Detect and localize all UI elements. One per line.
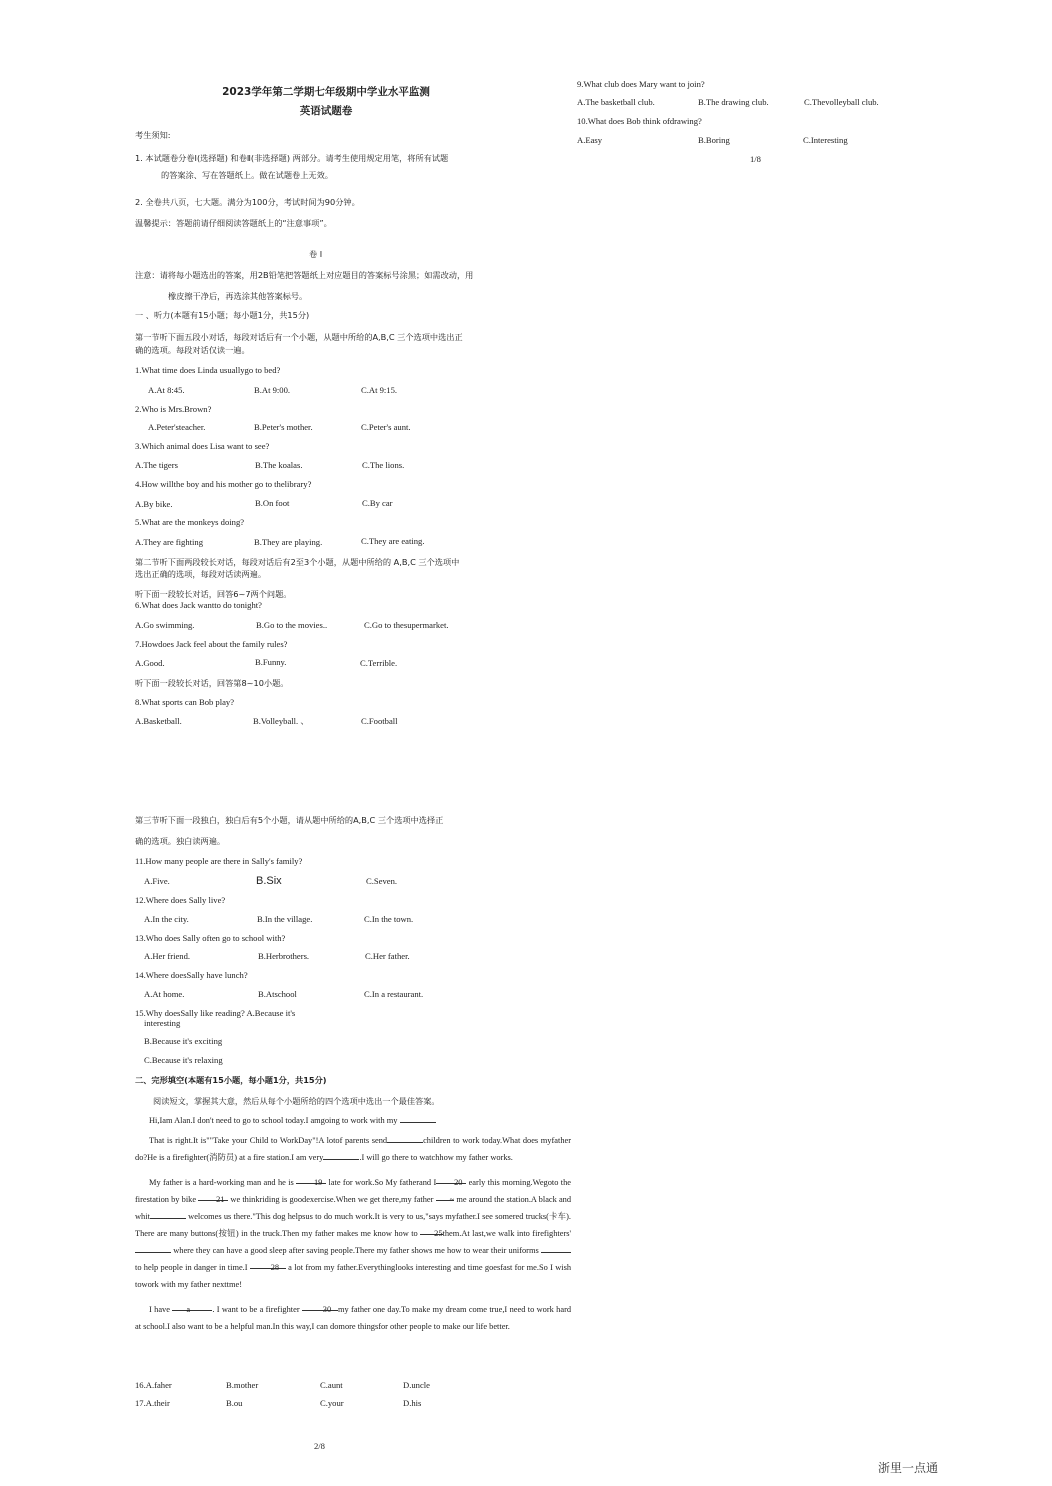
q7-option-a: A.Good. (135, 658, 165, 668)
blank-18[interactable] (323, 1150, 359, 1160)
notes-tip: 温馨提示：答题前请仔细阅读答题纸上的“注意事项”。 (135, 218, 332, 228)
blank-29[interactable]: a (172, 1301, 212, 1311)
q13-option-b: B.Herbrothers. (258, 951, 310, 961)
q16-option-c: C.aunt (320, 1380, 343, 1390)
blank-25[interactable]: 25 (420, 1225, 442, 1235)
q6-option-a: A.Go swimming. (135, 620, 195, 630)
passage-p3-2a: morning.Wegoto the firestation by bike (135, 1178, 572, 1204)
blank-27[interactable] (541, 1243, 571, 1253)
listening-heading: 一 、听力(本题有15小题；每小题1分，共15分) (135, 310, 310, 320)
section-2-instruction: 第二节听下面两段较长对话，每段对话后有2至3个小题，从题中所给的 A,B,C 三个选项中 (135, 557, 460, 567)
q3-option-c: C.The lions. (362, 460, 405, 470)
q9-text: 9.What club does Mary want to join? (577, 79, 705, 89)
q13-text: 13.Who does Sally often go to school with? (135, 933, 286, 943)
q6-text: 6.What does Jack wantto do tonight? (135, 600, 262, 610)
q2-option-b: B.Peter's mother. (254, 422, 313, 432)
q2-option-a: A.Peter'steacher. (148, 422, 206, 432)
blank-20[interactable]: 20 (436, 1174, 466, 1184)
q3-option-b: B.The koalas. (255, 460, 303, 470)
exam-title: 2023学年第二学期七年级期中学业水平监测 (222, 86, 430, 98)
cloze-passage (135, 1112, 571, 1335)
q12-option-b: B.In the village. (257, 914, 313, 924)
q1-option-b: B.At 9:00. (254, 385, 291, 395)
q17-option-c: C.your (320, 1398, 344, 1408)
q5-option-a: A.They are fighting (135, 537, 204, 547)
cloze-instruction: 阅读短文，掌握其大意，然后从每个小题所给的四个选项中选出一个最佳答案。 (153, 1096, 440, 1106)
q15-option-b: B.Because it's exciting (144, 1036, 223, 1046)
q17-option-d: D.his (403, 1398, 422, 1408)
q8-option-c: C.Football (361, 716, 398, 726)
notes-item-1: 1. 本试题卷分卷Ⅰ(选择题) 和卷Ⅱ(非选择题) 两部分。请考生使用规定用笔，将所有试题 (135, 153, 449, 163)
q5-text: 5.What are the monkeys doing? (135, 517, 245, 527)
paper-1-notice-cont: 橡皮擦干净后，再选涂其他答案标号。 (168, 291, 308, 301)
passage-p4-1a: I have (149, 1305, 170, 1314)
section-2-instruction-cont: 选出正确的选项，每段对话读两遍。 (135, 569, 267, 579)
section-3-instruction-cont: 确的选项。独白读两遍。 (135, 836, 226, 846)
q17-option-a: 17.A.their (135, 1398, 170, 1408)
blank-21[interactable]: 21 (198, 1191, 228, 1201)
q10-option-a: A.Easy (577, 135, 603, 145)
passage-p2a: That is right.It is""Take your Child to WorkDay"!A lotof parents send (149, 1136, 388, 1145)
q14-text: 14.Where doesSally have lunch? (135, 970, 248, 980)
q13-option-c: C.Her father. (365, 951, 410, 961)
q15-text: 15.Why doesSally like reading? A.Because it's (135, 1008, 296, 1018)
blank-26[interactable] (135, 1243, 171, 1253)
section-1-instruction: 第一节听下面五段小对话，每段对话后有一个小题，从题中所给的A,B,C 三个选项中选出正 (135, 332, 463, 342)
passage-p3-5c: where they can have a good sleep after saving (173, 1246, 329, 1255)
q8-text: 8.What sports can Bob play? (135, 697, 235, 707)
watermark: 浙里一点通 (878, 1461, 939, 1475)
passage-p2e: works. (490, 1153, 513, 1162)
passage-p3-1a: My father is a hard-working man and he is (149, 1178, 294, 1187)
q15-text-cont: interesting (144, 1018, 181, 1028)
q7-option-b: B.Funny. (255, 657, 287, 667)
blank-17[interactable] (387, 1133, 423, 1143)
q9-option-a: A.The basketball club. (577, 97, 655, 107)
q11-text: 11.How many people are there in Sally's family? (135, 856, 303, 866)
dialog-2-instruction: 听下面一段较长对话，回答第8~10小题。 (135, 678, 289, 688)
q11-option-c: C.Seven. (366, 876, 398, 886)
passage-p3-2b: we thinkriding is goodexercise.When we get there,my father (230, 1195, 434, 1204)
q3-text: 3.Which animal does Lisa want to see? (135, 441, 270, 451)
cloze-heading: 二、完形填空(本题有15小题，每小题1分，共15分) (135, 1075, 327, 1085)
blank-22[interactable]: ~ (436, 1191, 455, 1201)
q2-option-c: C.Peter's aunt. (361, 422, 411, 432)
section-3-instruction: 第三节听下面一段独白，独白后有5个小题，请从题中所给的A,B,C 三个选项中选择正 (135, 815, 444, 825)
blank-19[interactable]: 19 (296, 1174, 326, 1184)
q8-option-a: A.Basketball. (135, 716, 182, 726)
q16-option-d: D.uncle (403, 1380, 430, 1390)
q4-option-c: C.By car (362, 498, 393, 508)
passage-p3-5b: them.At last,we walk into firefighters' (442, 1229, 572, 1238)
passage-p3-3b: welcomes us there."This dog helpsus to do much work.It is very (188, 1212, 405, 1221)
passage-p3-6c: a (288, 1263, 292, 1272)
q6-option-c: C.Go to thesupermarket. (364, 620, 449, 630)
page-number-1: 1/8 (750, 154, 761, 164)
section-1-instruction-cont: 确的选项。每段对话仅读一遍。 (135, 345, 250, 355)
q14-option-b: B.Atschool (258, 989, 297, 999)
passage-p4-2: to work hard at school.I also want to be a helpful man.In this way,I can domore thingsfor other people to make our (135, 1305, 572, 1331)
page-number-2: 2/8 (314, 1441, 325, 1451)
notes-item-2: 2. 全卷共八页，七大题。满分为100分，考试时间为90分钟。 (135, 197, 360, 207)
q3-option-a: A.The tigers (135, 460, 178, 470)
q11-option-a: A.Five. (144, 876, 170, 886)
q15-option-c: C.Because it's relaxing (144, 1055, 223, 1065)
blank-28[interactable]: 28 (250, 1259, 286, 1269)
dialog-1-instruction: 听下面一段较长对话，回答6~7两个问题。 (135, 589, 292, 599)
paper-1-notice: 注意：请将每小题选出的答案，用2B铅笔把答题纸上对应题目的答案标号涂黑；如需改动，用 (135, 270, 474, 280)
q1-text: 1.What time does Linda usuallygo to bed? (135, 365, 281, 375)
paper-1-label: 卷 I (309, 249, 323, 259)
passage-p4-3: life better. (475, 1322, 510, 1331)
q2-text: 2.Who is Mrs.Brown? (135, 404, 212, 414)
passage-p2d: .I will go there to watchhow my father (359, 1153, 489, 1162)
q13-option-a: A.Her friend. (144, 951, 191, 961)
passage-p3-6a: people.There my father shows me how to wear their uniforms (330, 1246, 539, 1255)
q1-option-a: A.At 8:45. (148, 385, 185, 395)
q10-option-b: B.Boring (698, 135, 730, 145)
passage-p3-6b: to help people in danger in time.I (135, 1263, 248, 1272)
blank-30[interactable]: 30 (302, 1301, 338, 1311)
passage-p3-3: me around the station.A black and whit (135, 1195, 572, 1221)
q12-option-c: C.In the town. (364, 914, 414, 924)
passage-p4-1b: . I want to be a firefighter (212, 1305, 300, 1314)
q4-option-a: A.By bike. (135, 499, 173, 509)
q7-option-c: C.Terrible. (360, 658, 398, 668)
q6-option-b: B.Go to the movies.. (256, 620, 328, 630)
q16-option-a: 16.A.faher (135, 1380, 172, 1390)
q1-option-c: C.At 9:15. (361, 385, 398, 395)
passage-p1: Hi,Iam Alan.I don't need to go to school today.I amgoing to work with my (149, 1116, 398, 1125)
q9-option-c: C.Thevolleyball club. (804, 97, 879, 107)
q11-option-b: B.Six (256, 875, 282, 887)
passage-p3-7: lot from my father.Everythinglooks interesting and time goesfast for me.So I wish towork with my father nexttme! (135, 1263, 572, 1289)
passage-p4-1c: my father one day.To make my dream come true,I need (337, 1305, 526, 1314)
q5-option-b: B.They are playing. (254, 537, 323, 547)
passage-p3-4: to us,"says myfather.I see somered trucks(卡车). There are many buttons(按钮) in the truck.Then my father makes (135, 1212, 572, 1238)
q5-option-c: C.They are eating. (361, 536, 425, 546)
q12-text: 12.Where does Sally live? (135, 895, 226, 905)
q12-option-a: A.In the city. (144, 914, 189, 924)
q17-option-b: B.ou (226, 1398, 243, 1408)
q8-option-b: B.Volleyball. 、 (253, 716, 309, 726)
passage-p3-1b: late for work.So My fatherand I (328, 1178, 437, 1187)
blank-23[interactable] (150, 1209, 186, 1219)
q10-option-c: C.Interesting (803, 135, 848, 145)
q10-text: 10.What does Bob think ofdrawing? (577, 116, 702, 126)
passage-p2b: children to work today.What does (423, 1136, 539, 1145)
notes-heading: 考生须知: (135, 130, 171, 140)
q4-text: 4.How willthe boy and his mother go to thelibrary? (135, 479, 312, 489)
passage-p3-5a: me know how to (360, 1229, 418, 1238)
q7-text: 7.Howdoes Jack feel about the family rules? (135, 639, 288, 649)
q16-option-b: B.mother (226, 1380, 259, 1390)
blank-16[interactable] (400, 1113, 436, 1123)
exam-subtitle: 英语试题卷 (299, 105, 353, 117)
passage-p3-1c: early this (468, 1178, 500, 1187)
q14-option-c: C.In a restaurant. (364, 989, 424, 999)
notes-item-1-cont: 的答案涂、写在答题纸上。做在试题卷上无效。 (161, 170, 333, 180)
passage-p2c: myfather do?He is a firefighter(消防员) at a fire station.I am very (135, 1136, 572, 1162)
q4-option-b: B.On foot (255, 498, 290, 508)
q9-option-b: B.The drawing club. (698, 97, 769, 107)
q14-option-a: A.At home. (144, 989, 185, 999)
